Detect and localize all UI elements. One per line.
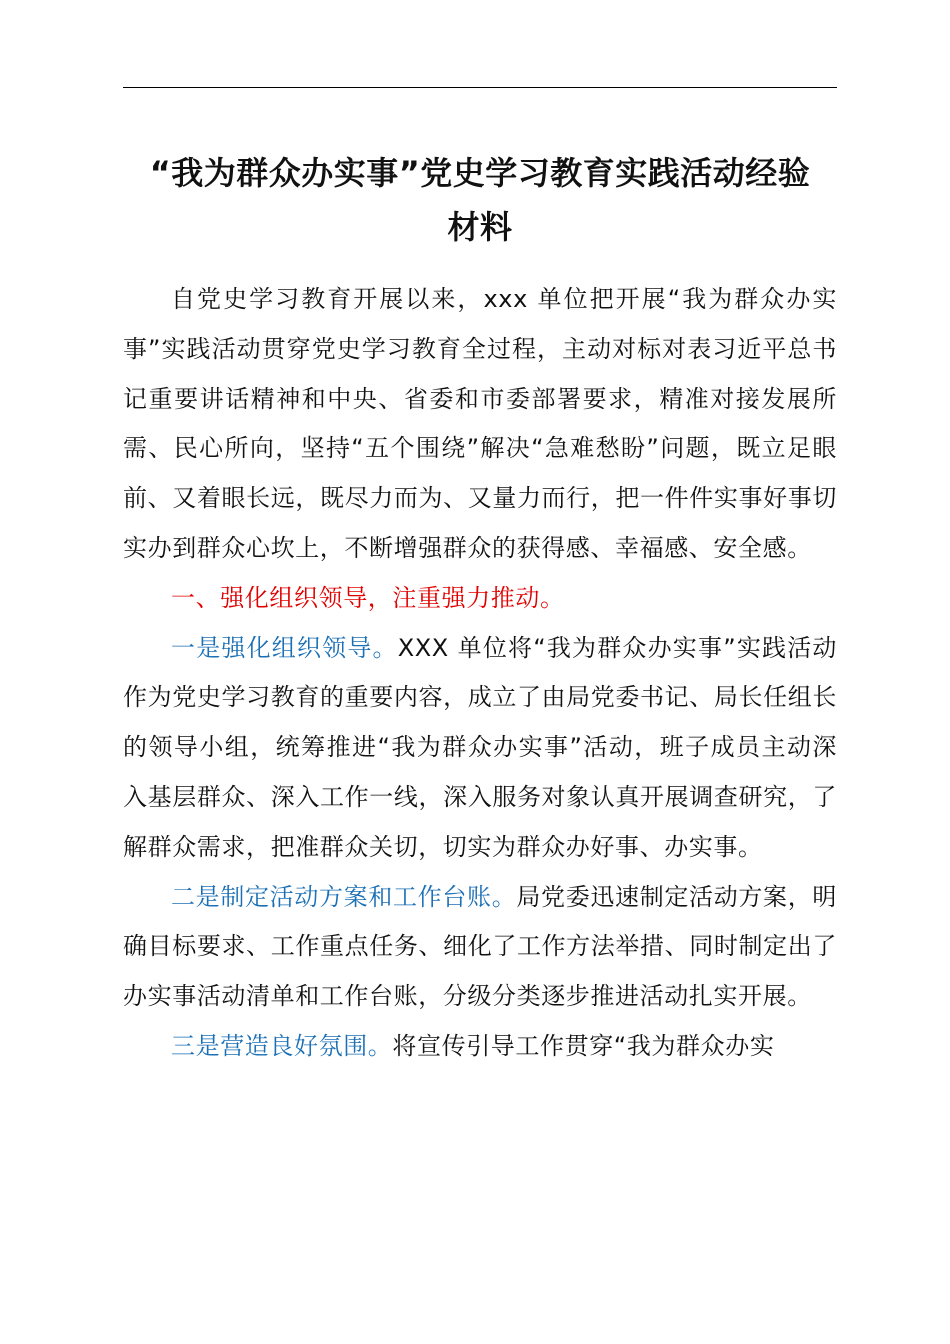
item-lead-2: 二是制定活动方案和工作台账。 (171, 882, 517, 911)
item-lead-1: 一是强化组织领导。 (171, 633, 398, 662)
item-text-3: 将宣传引导工作贯穿“我为群众办实 (392, 1031, 775, 1060)
title-line-1: “我为群众办实事”党史学习教育实践活动经验 (149, 154, 811, 192)
item-text-2: 局党委迅速制定活动方案，明确目标要求、工作重点任务、细化了工作方法举措、同时制定出了办实事活动清单和工作台账，分级分类逐步推进活动扎实开展。 (123, 882, 837, 1011)
document-title (113, 146, 847, 254)
item-paragraph-3 (123, 1022, 837, 1072)
item-lead-3: 三是营造良好氛围。 (171, 1031, 393, 1060)
header-rule (123, 87, 837, 88)
section-heading-1: 一、强化组织领导，注重强力推动。 (171, 583, 565, 612)
item-text-1: XXX 单位将“我为群众办实事”实践活动作为党史学习教育的重要内容，成立了由局党委书记、局长任组长的领导小组，统筹推进“我为群众办实事”活动，班子成员主动深入基层群众、深入工作一线，深入服务对象认真开展调查研究，了解群众需求，把准群众关切，切实为群众办好事、办实事。 (123, 633, 837, 861)
title-line-2: 材料 (447, 208, 513, 246)
document-body (123, 275, 837, 1072)
item-paragraph-1 (123, 624, 837, 873)
item-paragraph-2 (123, 873, 837, 1022)
intro-paragraph: 自党史学习教育开展以来，xxx 单位把开展“我为群众办实事”实践活动贯穿党史学习教育全过程，主动对标对表习近平总书记重要讲话精神和中央、省委和市委部署要求，精准对接发展所需、民心所向，坚持“五个围绕”解决“急难愁盼”问题，既立足眼前、又着眼长远，既尽力而为、又量力而行，把一件件实事好事切实办到群众心坎上，不断增强群众的获得感、幸福感、安全感。 (123, 285, 837, 562)
